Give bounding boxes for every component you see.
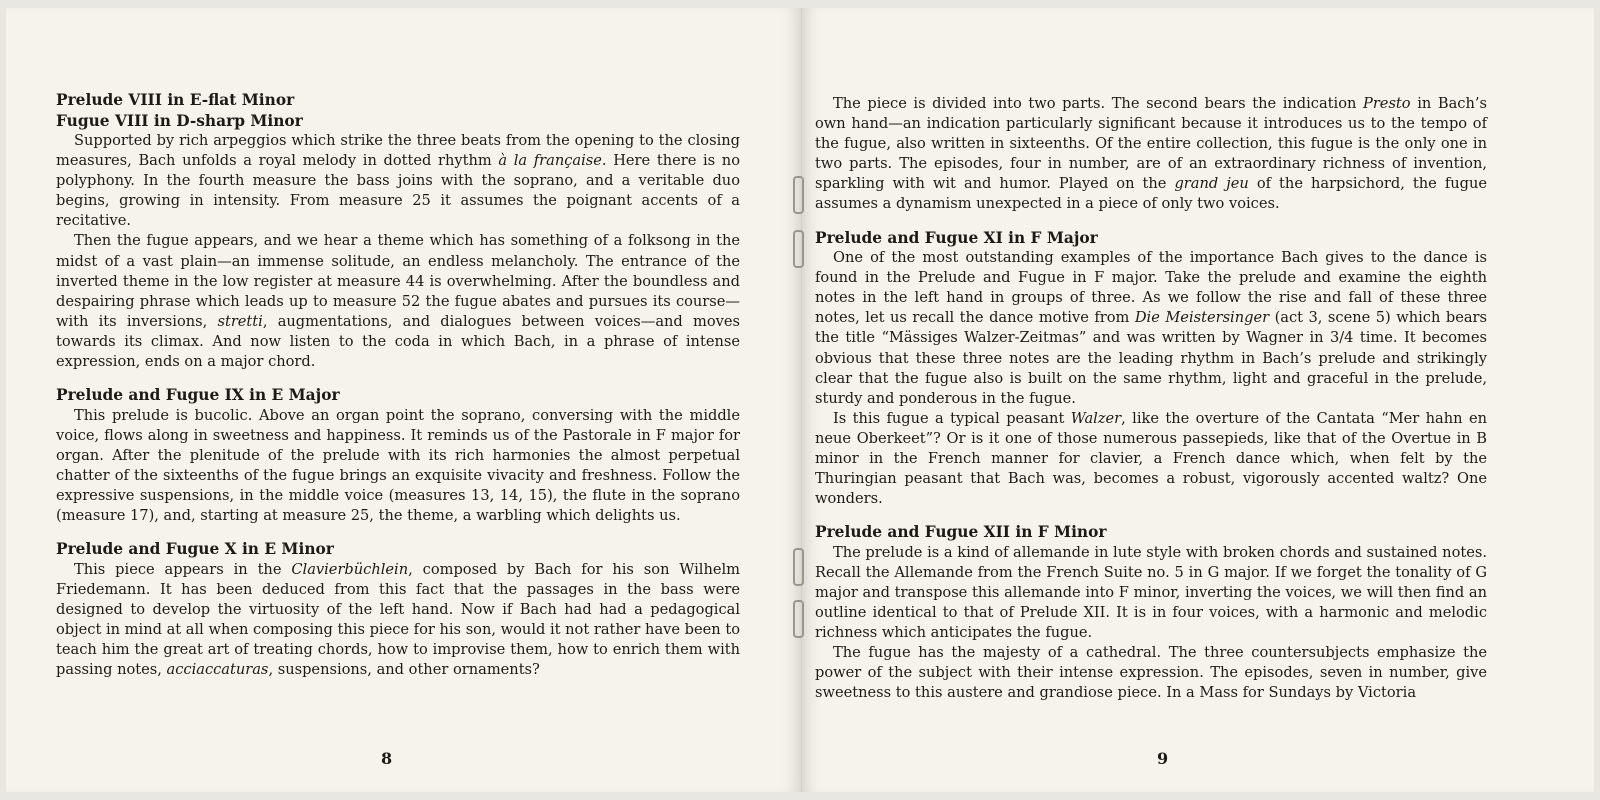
italic-term: acciaccaturas (166, 661, 269, 679)
section-heading: Prelude and Fugue XII in F Minor (815, 523, 1107, 542)
text-run: . Here there is no polyphony. In the fourth measure the bass joins with the soprano, and a veritable duo begins, growing in intensity. From measure 25 it assumes the poignant accents of a recitative. (56, 152, 740, 230)
body-paragraph (56, 406, 740, 527)
text-run: One of the most outstanding examples of the importance Bach gives to the dance is found in the Prelude and Fugue in F major. Take the prelude and examine the eighth notes in the left hand in groups of three. As we follow the rise and fall of these three notes, let us recall the dance motive from (815, 249, 1487, 327)
right-page (802, 8, 1594, 792)
text-run: , augmentations, and dialogues between voices—and moves towards its climax. And now listen to the coda in which Bach, in a phrase of intense expression, ends on a major chord. (56, 312, 740, 371)
italic-term: grand jeu (1174, 175, 1249, 193)
body-paragraph (56, 560, 740, 681)
body-paragraph (56, 131, 740, 231)
binding-staple-1 (793, 176, 804, 214)
text-run: of the harpsichord, the fugue assumes a dynamism unexpected in a piece of only two voices. (815, 175, 1487, 213)
right-page-text (815, 94, 1487, 704)
text-run: The fugue has the majesty of a cathedral. The three countersubjects emphasize the power of the subject with their intense expression. The episodes, seven in number, give sweetness to this austere and grandiose piece. In a Mass for Sundays by Victoria (815, 644, 1487, 702)
body-paragraph (815, 643, 1487, 703)
binding-staple-4 (793, 600, 804, 638)
text-run: This prelude is bucolic. Above an organ point the soprano, conversing with the middle voice, flows along in sweetness and happiness. It reminds us of the Pastorale in F major for organ. After the plenitude of the prelude with its rich harmonies the almost perpetual chatter of the sixteenths of the fugue brings an exquisite vivacity and freshness. Follow the expressive suspensions, in the middle voice (measures 13, 14, 15), the flute in the soprano (measure 17), and, starting at measure 25, the theme, a warbling which delights us. (56, 406, 740, 525)
text-run: , like the overture of the Cantata “Mer hahn en neue Oberkeet”? Or is it one of those numerous passepieds, like that of the Overtue in B minor in the French manner for clavier, a French dance which, when felt by the Thuringian peasant that Bach was, becomes a robust, vigorously accented waltz? One wonders. (815, 409, 1487, 508)
body-paragraph (815, 94, 1487, 215)
binding-staple-3 (793, 548, 804, 586)
body-paragraph (56, 231, 740, 372)
section-heading: Prelude VIII in E-flat Minor (56, 91, 295, 109)
text-run: in Bach’s own hand—an indication particularly significant because it introduces us to the tempo of the fugue, also written in sixteenths. Of the entire collection, this fugue is the only one in two parts. The episodes, four in number, are of an extraordinary richness of invention, sparkling with wit and humor. Played on the (815, 95, 1487, 193)
section-heading: Fugue VIII in D-sharp Minor (56, 111, 303, 130)
text-run: , suspensions, and other ornaments? (268, 661, 540, 679)
left-page-text (56, 90, 740, 680)
text-run: , composed by Bach for his son Wilhelm Friedemann. It has been deduced from this fact that the passages in the bass were designed to develop the virtuosity of the left hand. Now if Bach had had a pedagogical object in mind at all when composing this piece for his son, would it not rather have been to teach him the great art of treating chords, how to improvise them, how to enrich them with passing notes, (56, 560, 740, 679)
body-paragraph (815, 543, 1487, 643)
section-heading: Prelude and Fugue XI in F Major (815, 228, 1098, 247)
text-run: Is this fugue a typical peasant (833, 409, 1071, 427)
text-run: The prelude is a kind of allemande in lute style with broken chords and sustained notes. Recall the Allemande from the French Suite no. 5 in G major. If we forget the tonality of G major and transpose this allemande into F minor, inverting the voices, we will then find an outline identical to that of Prelude XII. It is in four voices, with a harmonic and melodic richness which anticipates the fugue. (815, 543, 1487, 642)
booklet-spread (6, 8, 1594, 792)
text-run: Supported by rich arpeggios which strike the three beats from the opening to the closing measures, Bach unfolds a royal melody in dotted rhythm (56, 132, 740, 170)
binding-staple-2 (793, 230, 804, 268)
italic-term: Walzer (1070, 409, 1122, 427)
page-number-left: 8 (381, 749, 393, 768)
text-run: The piece is divided into two parts. The second bears the indication (833, 95, 1364, 112)
text-run: Then the fugue appears, and we hear a theme which has something of a folksong in the midst of a vast plain—an immense solitude, an endless melancholy. The entrance of the inverted theme in the low register at measure 44 is overwhelming. After the boundless and despairing phrase which leads up to measure 52 the fugue abates and pursues its course—with its inversions, (56, 232, 740, 330)
italic-term: à la française (498, 152, 602, 170)
italic-term: stretti (217, 312, 263, 330)
page-number-right: 9 (1157, 749, 1169, 768)
body-paragraph (815, 248, 1487, 409)
italic-term: Clavierbüchlein (291, 560, 409, 578)
section-heading: Prelude and Fugue X in E Minor (56, 540, 334, 559)
italic-term: Die Meistersinger (1134, 309, 1270, 327)
text-run: (act 3, scene 5) which bears the title “Mässiges Walzer-Zeitmas” and was written by Wagner in 3/4 time. It becomes obvious that these three notes are the leading rhythm in Bach’s prelude and strikingly clear that the fugue also is built on the same rhythm, light and graceful in the prelude, sturdy and ponderous in the fugue. (815, 309, 1488, 407)
left-page (6, 8, 802, 792)
text-run: This piece appears in the (74, 560, 292, 578)
body-paragraph (815, 409, 1487, 509)
section-heading: Prelude and Fugue IX in E Major (56, 386, 340, 405)
italic-term: Presto (1363, 95, 1411, 112)
